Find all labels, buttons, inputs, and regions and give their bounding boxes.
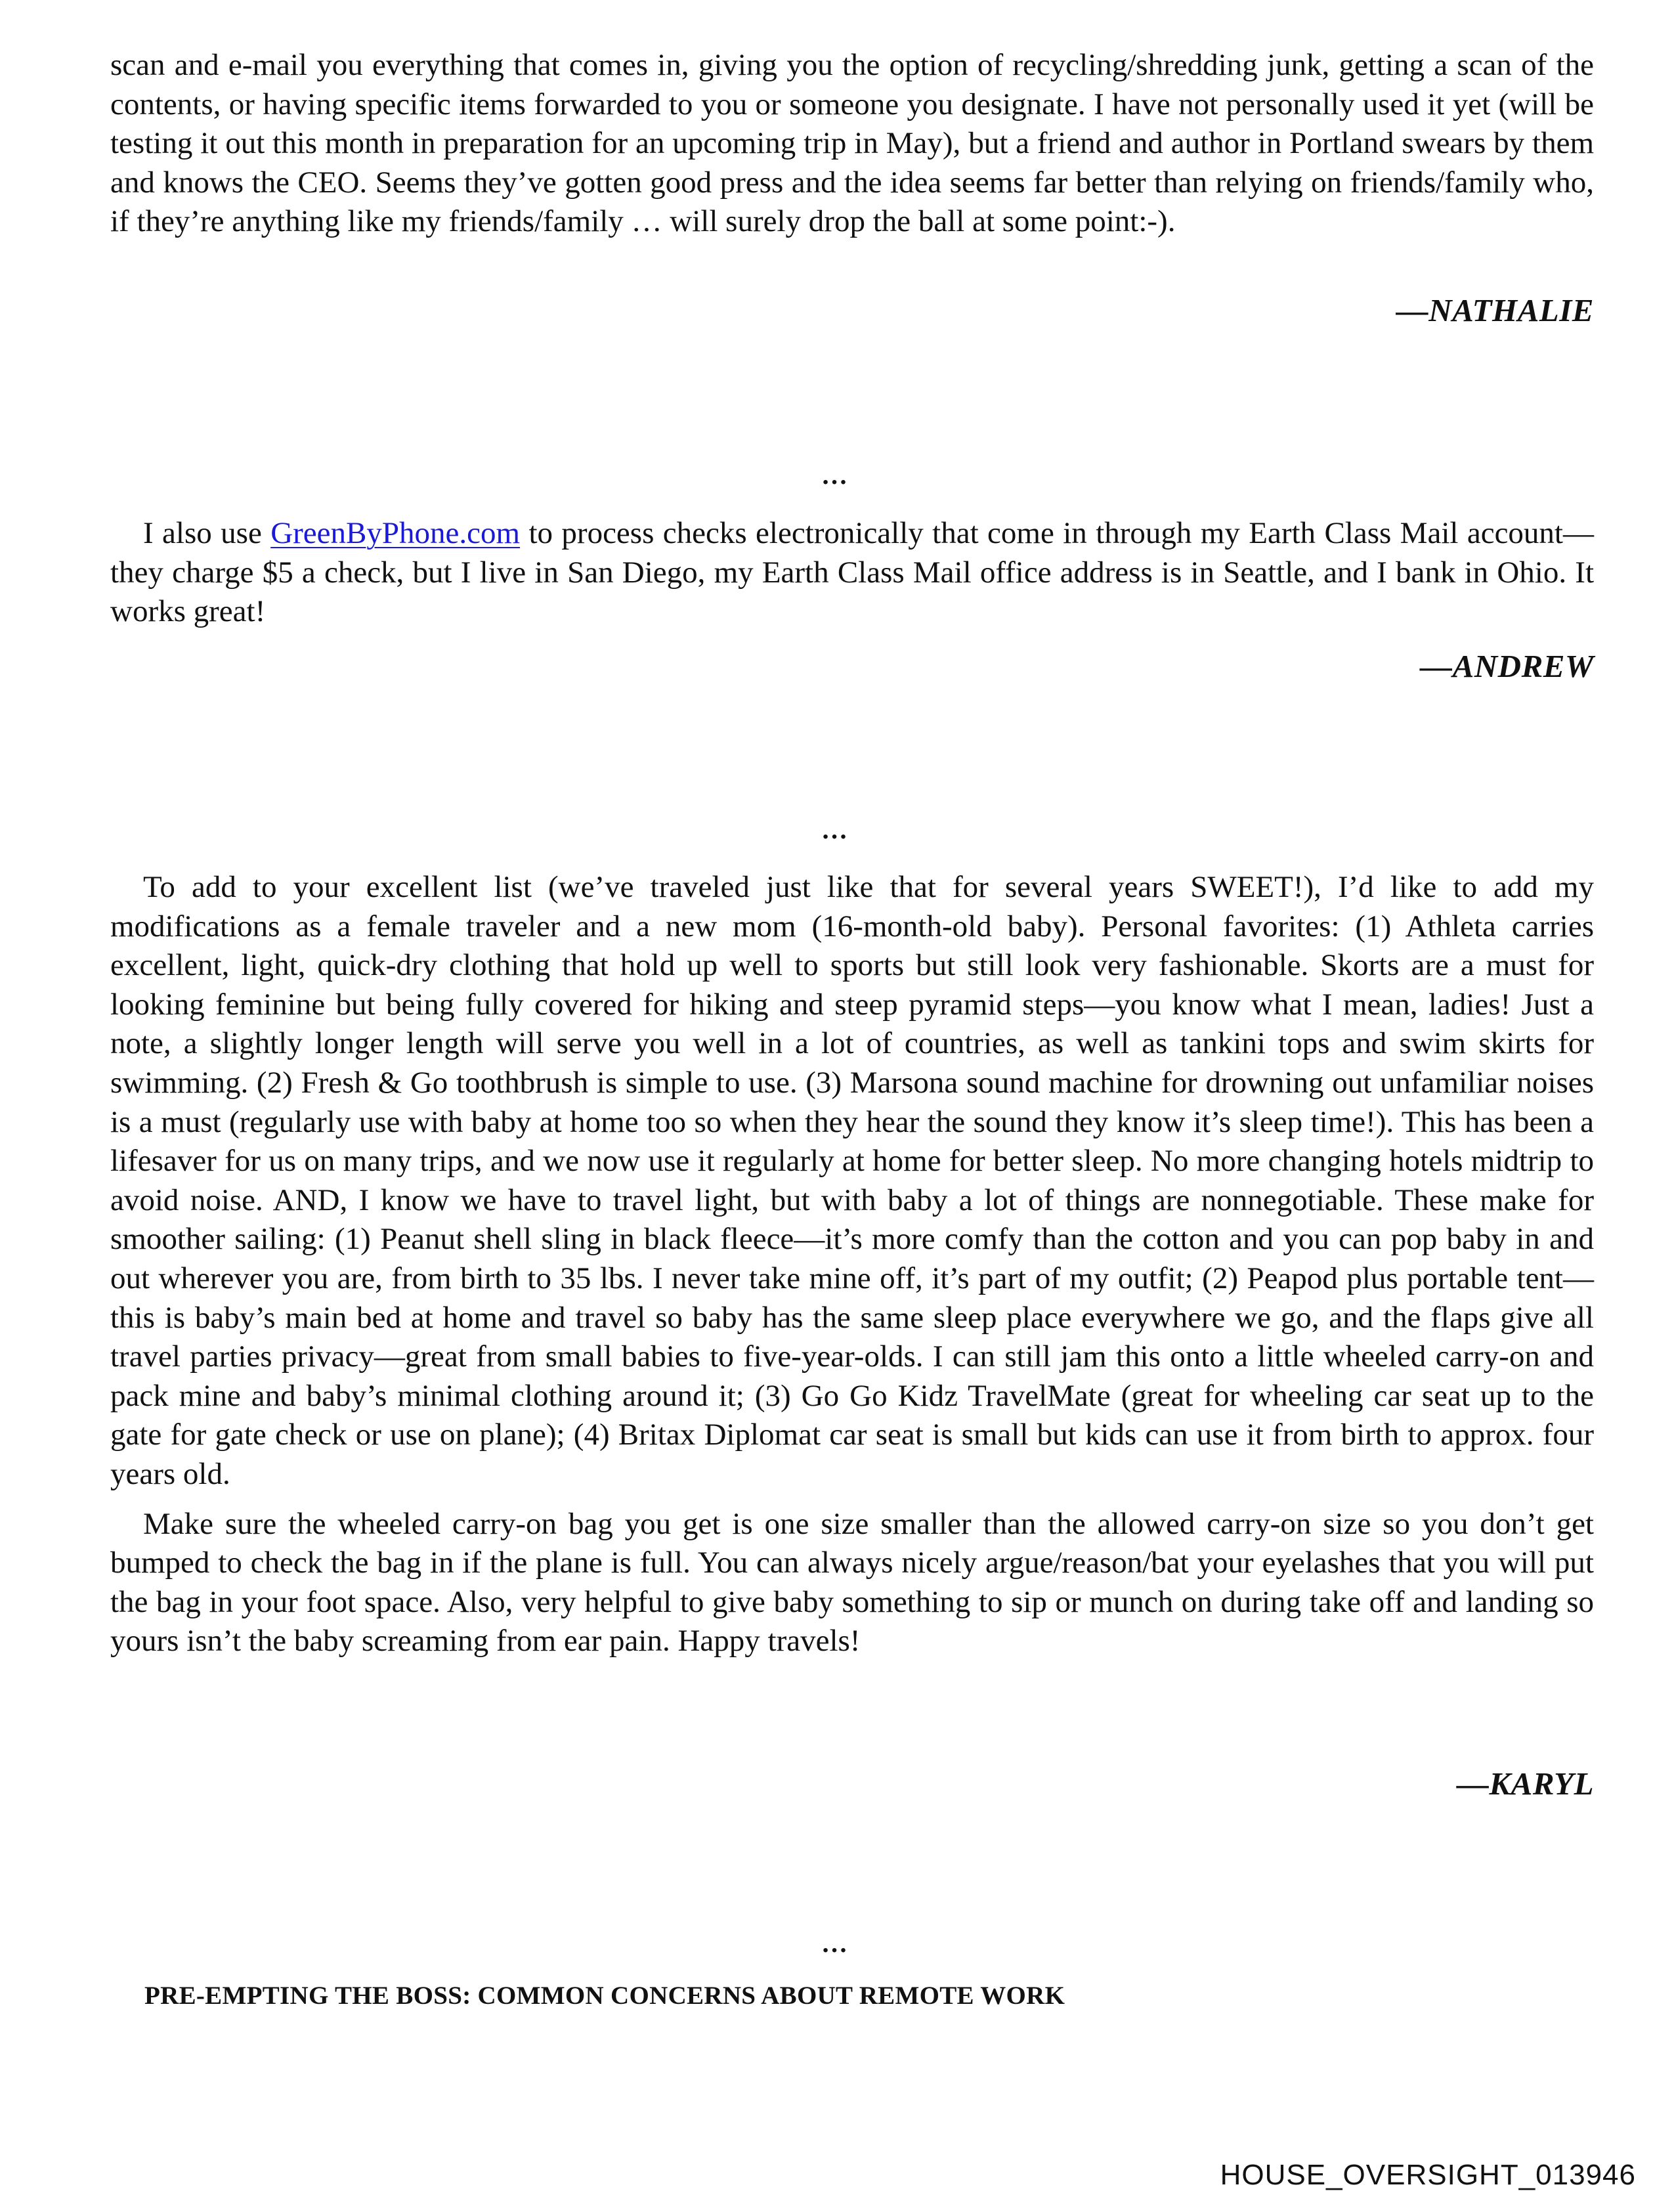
greenbyphone-link[interactable]: GreenByPhone.com bbox=[270, 516, 521, 550]
document-id: HOUSE_OVERSIGHT_013946 bbox=[1220, 2159, 1636, 2191]
section-heading: PRE-EMPTING THE BOSS: COMMON CONCERNS ABOUT REMOTE WORK bbox=[144, 1982, 1065, 2010]
separator-3: … bbox=[821, 1928, 853, 1958]
separator-1: … bbox=[821, 460, 853, 490]
signature-karyl: —KARYL bbox=[1456, 1766, 1594, 1802]
nathalie-comment bbox=[110, 46, 1594, 242]
andrew-text-after-link: to process checks electronically that come in through my Earth Class Mail account—they charge $5 a check, but I live in San Diego, my Earth Class Mail office address is in Seattle, and I bank in Ohio. It works great! bbox=[110, 516, 1594, 629]
andrew-comment bbox=[110, 514, 1594, 632]
nathalie-paragraph: scan and e-mail you everything that comes in, giving you the option of recycling/shredding junk, getting a scan of the contents, or having specific items forwarded to you or someone you designate. I have not personally used it yet (will be testing it out this month in preparation for an upcoming trip in May), but a friend and author in Portland swears by them and knows the CEO. Seems they’ve gotten good press and the idea seems far better than relying on friends/family who, if they’re anything like my friends/family … will surely drop the ball at some point:-). bbox=[110, 48, 1594, 239]
separator-2: … bbox=[821, 815, 853, 844]
signature-nathalie: —NATHALIE bbox=[1396, 292, 1594, 328]
andrew-paragraph bbox=[110, 514, 1594, 632]
karyl-paragraph-2: Make sure the wheeled carry-on bag you get is one size smaller than the allowed carry-on size so you don’t get bumped to check the bag in if the plane is full. You can always nicely argue/reason/bat your eyelashes that you will put the bag in your foot space. Also, very helpful to give baby something to sip or munch on during take off and landing so yours isn’t the baby screaming from ear pain. Happy travels! bbox=[110, 1506, 1594, 1659]
signature-andrew: —ANDREW bbox=[1420, 648, 1594, 684]
karyl-comment bbox=[110, 868, 1594, 1661]
karyl-paragraph-1: To add to your excellent list (we’ve traveled just like that for several years SWEET!), I’d like to add my modifications as a female traveler and a new mom (16-month-old baby). Personal favorites: (1) Athleta carries excellent, light, quick-dry clothing that hold up well to sports but still look very fashionable. Skorts are a must for looking feminine but being fully covered for hiking and steep pyramid steps—you know what I mean, ladies! Just a note, a slightly longer length will serve you well in a lot of countries, as well as tankini tops and swim skirts for swimming. (2) Fresh & Go toothbrush is simple to use. (3) Marsona sound machine for drowning out unfamiliar noises is a must (regularly use with baby at home too so when they hear the sound they know it’s sleep time!). This has been a lifesaver for us on many trips, and we now use it regularly at home for better sleep. No more changing hotels midtrip to avoid noise. AND, I know we have to travel light, but with baby a lot of things are nonnegotiable. These make for smoother sailing: (1) Peanut shell sling in black fleece—it’s more comfy than the cotton and you can pop baby in and out wherever you are, from birth to 35 lbs. I never take mine off, it’s part of my outfit; (2) Peapod plus portable tent—this is baby’s main bed at home and travel so baby has the same sleep place everywhere we go, and the flaps give all travel parties privacy—great from small babies to five-year-olds. I can still jam this onto a little wheeled carry-on and pack mine and baby’s minimal clothing around it; (3) Go Go Kidz TravelMate (great for wheeling car seat up to the gate for gate check or use on plane); (4) Britax Diplomat car seat is small but kids can use it from birth to approx. four years old. bbox=[110, 870, 1594, 1491]
andrew-text-before-link: I also use bbox=[143, 516, 271, 550]
